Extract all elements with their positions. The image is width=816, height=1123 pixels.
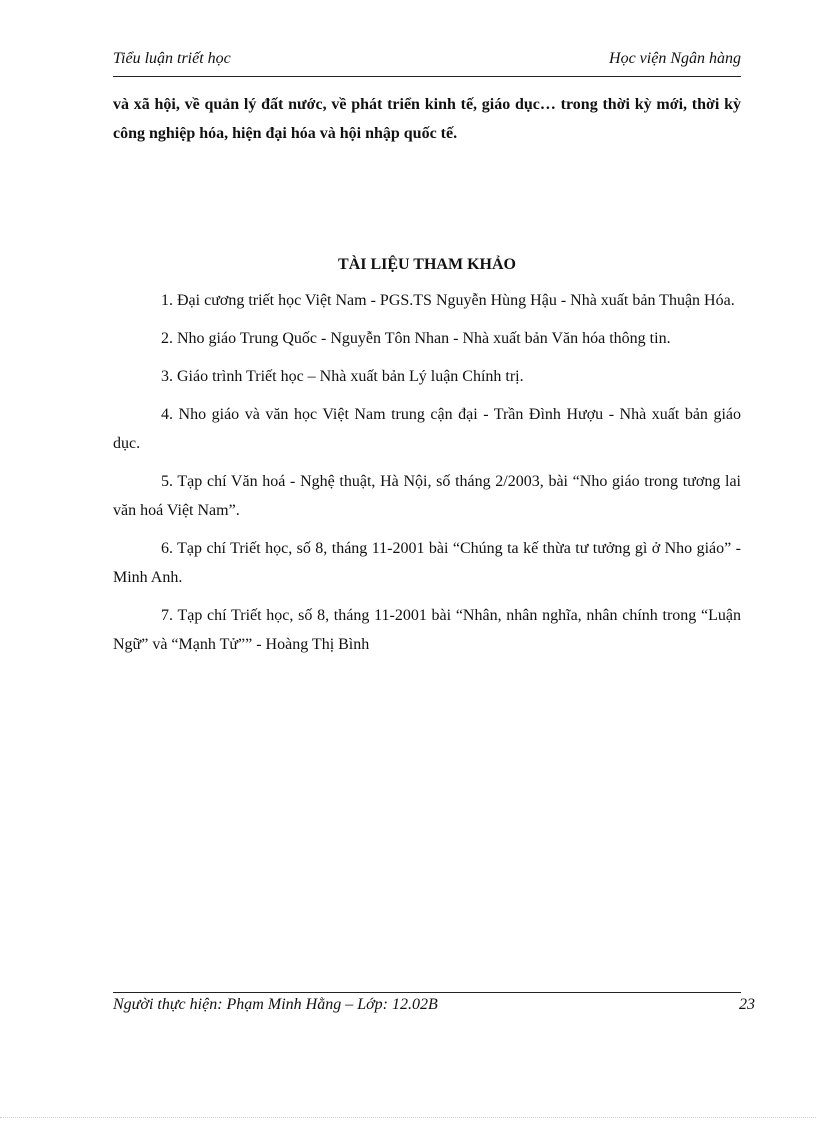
page-bottom-border: [0, 1117, 816, 1118]
header-institution: Học viện Ngân hàng: [609, 50, 741, 67]
reference-item-2: 2. Nho giáo Trung Quốc - Nguyễn Tôn Nhan - Nhà xuất bản Văn hóa thông tin.: [161, 330, 671, 347]
reference-item-3: 3. Giáo trình Triết học – Nhà xuất bản Lý luận Chính trị.: [161, 368, 524, 385]
intro-paragraph: và xã hội, về quản lý đất nước, về phát triển kinh tế, giáo dục… trong thời kỳ mới, thời kỳ công nghiệp hóa, hiện đại hóa và hội nhập quốc tế.: [113, 96, 741, 142]
footer-divider: [113, 992, 741, 993]
reference-item-5: 5. Tạp chí Văn hoá - Nghệ thuật, Hà Nội, số tháng 2/2003, bài “Nho giáo trong tương lai văn hoá Việt Nam”.: [113, 473, 741, 519]
header-divider: [113, 76, 741, 77]
reference-item-7: 7. Tạp chí Triết học, số 8, tháng 11-2001 bài “Nhân, nhân nghĩa, nhân chính trong “Luận Ngữ” và “Mạnh Tử”” - Hoàng Thị Bình: [113, 607, 741, 653]
page-header: [113, 50, 741, 68]
page-footer: [113, 996, 755, 1014]
header-course-title: Tiểu luận triết học: [113, 50, 231, 67]
reference-item-1: 1. Đại cương triết học Việt Nam - PGS.TS Nguyễn Hùng Hậu - Nhà xuất bản Thuận Hóa.: [161, 292, 735, 309]
reference-item-4: 4. Nho giáo và văn học Việt Nam trung cận đại - Trần Đình Hượu - Nhà xuất bản giáo dục.: [113, 406, 741, 452]
reference-item-6: 6. Tạp chí Triết học, số 8, tháng 11-2001 bài “Chúng ta kế thừa tư tưởng gì ở Nho giáo” - Minh Anh.: [113, 540, 741, 586]
references-title: TÀI LIỆU THAM KHẢO: [338, 256, 516, 273]
references-list: [113, 286, 741, 668]
page-body: [113, 90, 741, 653]
page-number: 23: [739, 996, 755, 1013]
footer-author: Người thực hiện: Phạm Minh Hằng – Lớp: 12.02B: [113, 996, 438, 1013]
